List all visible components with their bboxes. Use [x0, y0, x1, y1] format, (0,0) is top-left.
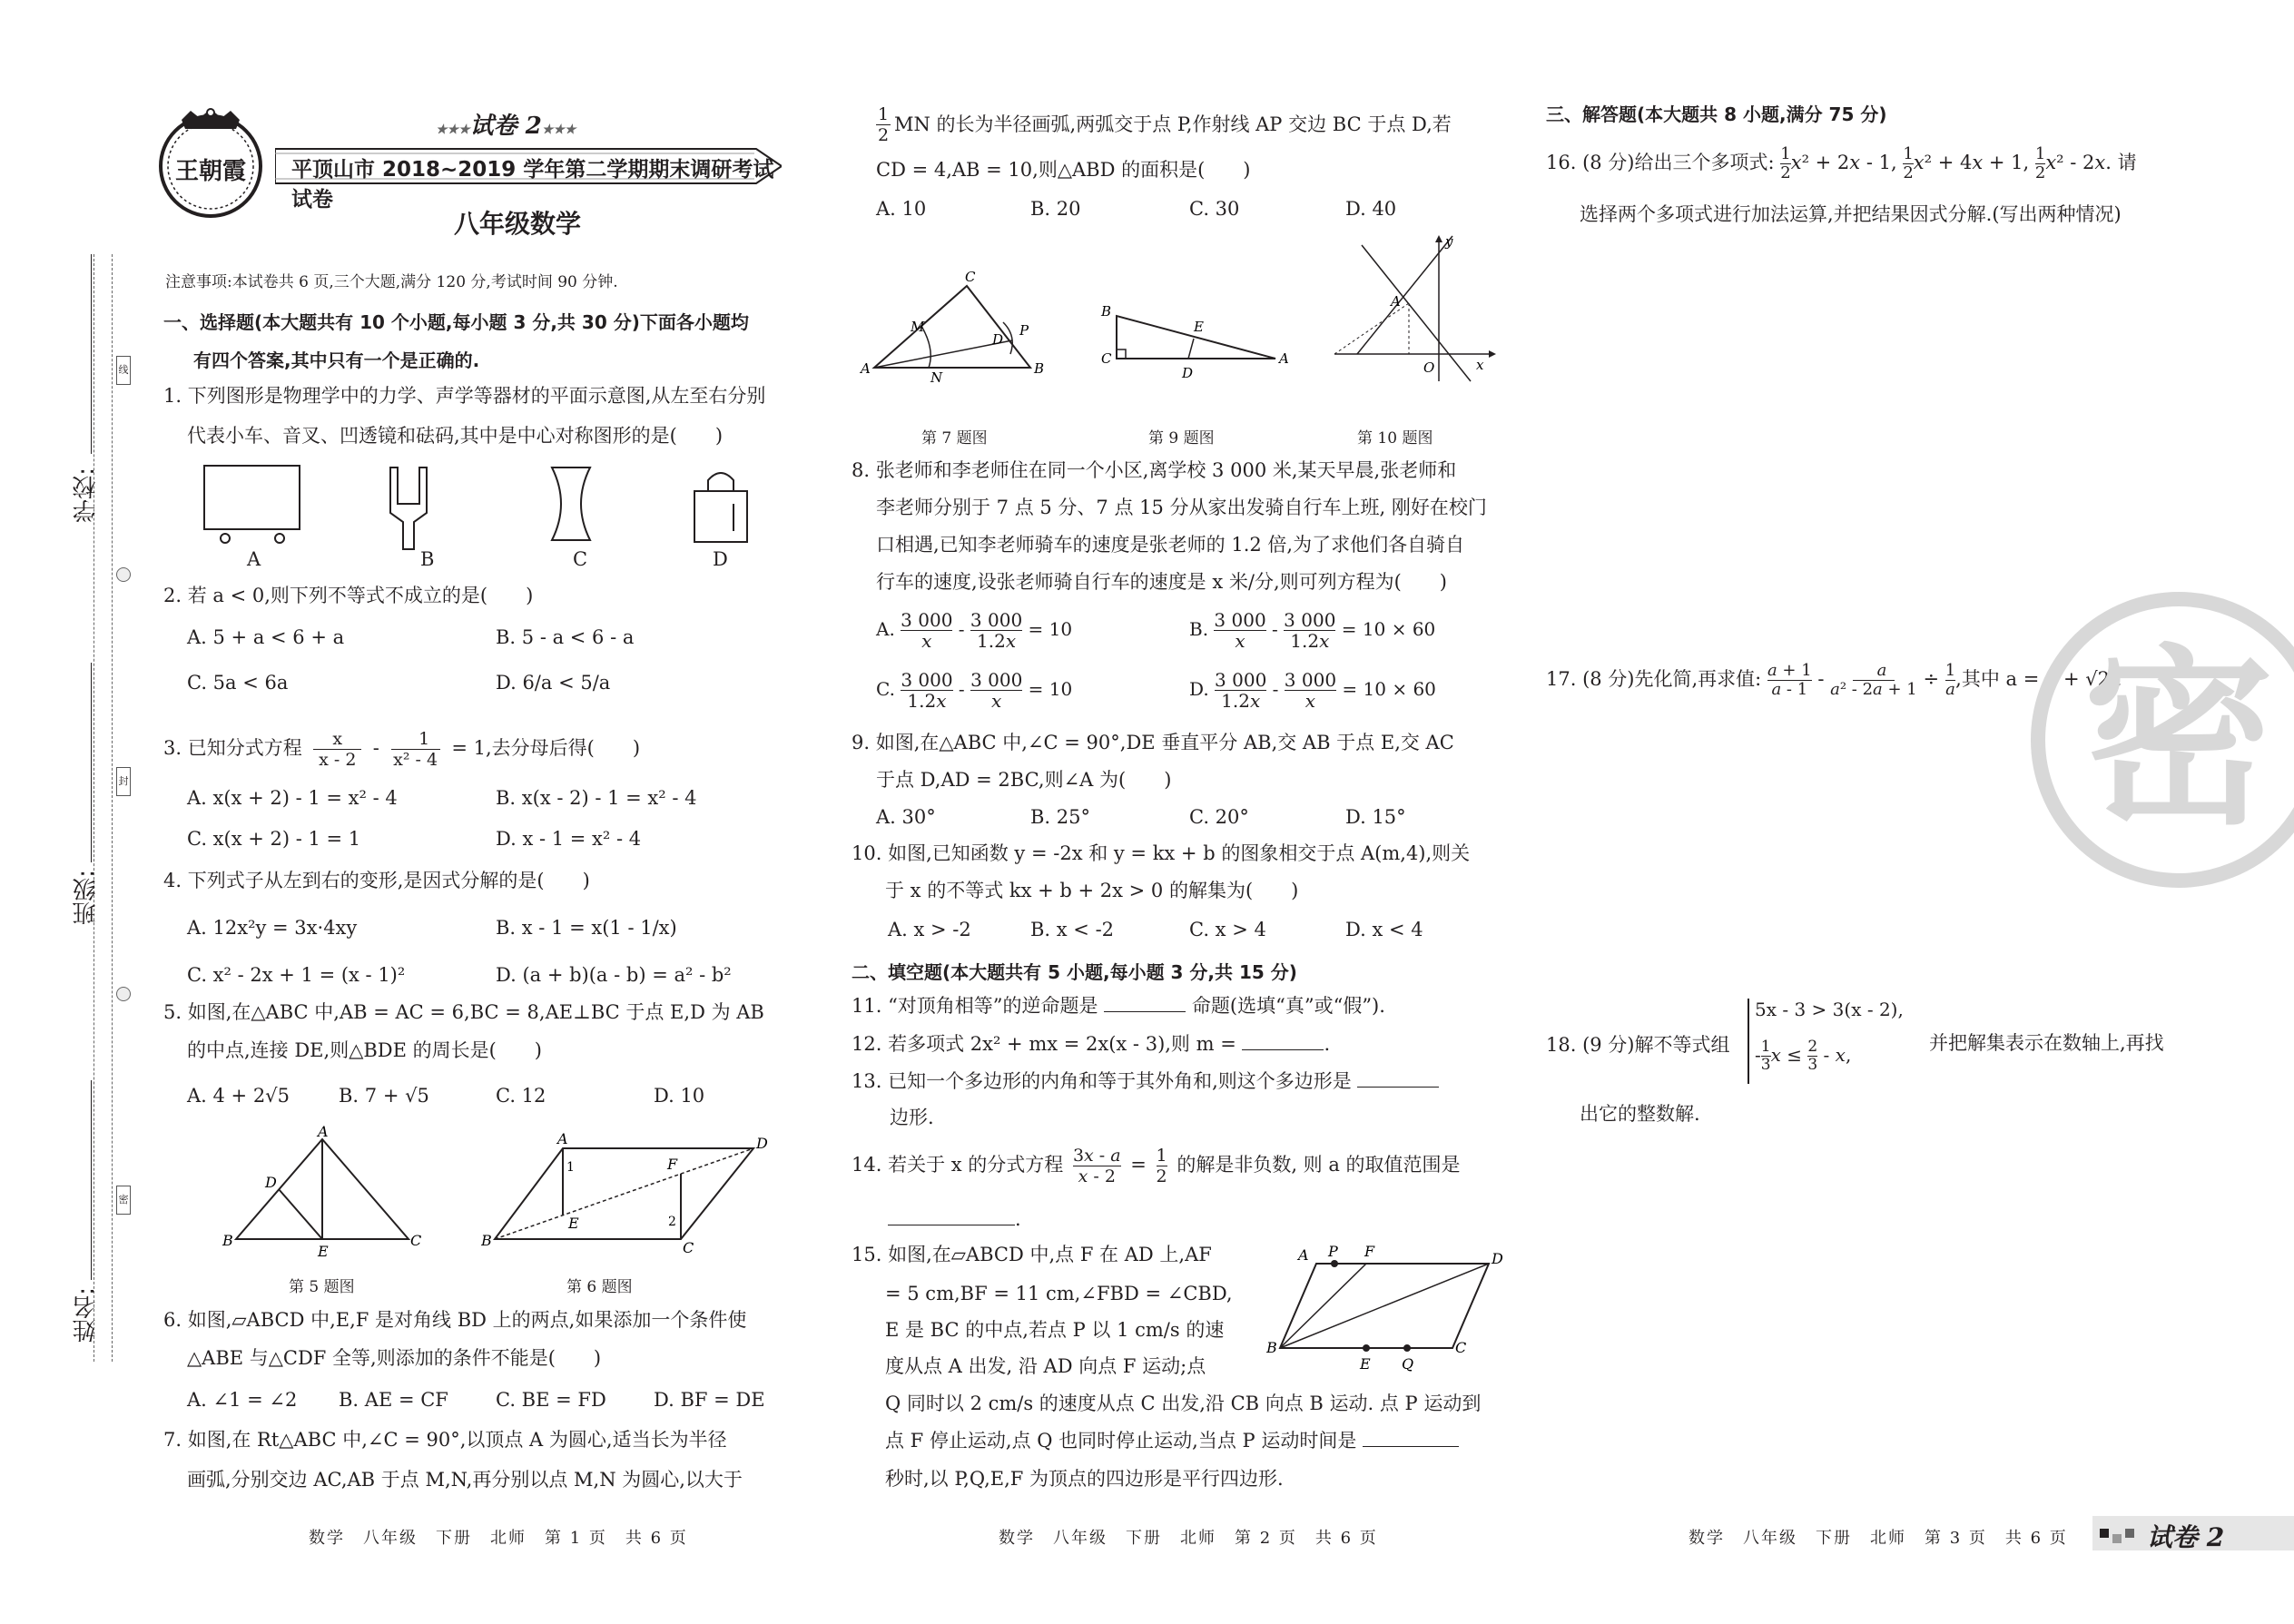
q9-stem: 9. 如图,在△ABC 中,∠C = 90°,DE 垂直平分 AB,交 AB 于点 E,交 AC: [852, 732, 1454, 753]
class-field[interactable]: [91, 663, 92, 862]
q16: 16. (8 分)给出三个多项式: 1 2x² + 2x - 1, 1 2x² + 4x + 1, 1 2x² - 2x. 请: [1546, 144, 2137, 182]
svg-text:1: 1: [566, 1160, 575, 1175]
class-label: 班级:: [73, 870, 100, 925]
svg-text:A: A: [557, 1130, 568, 1147]
q1-stem: 1. 下列图形是物理学中的力学、声学等器材的平面示意图,从左至右分别: [163, 385, 766, 407]
q4-stem: 4. 下列式子从左到右的变形,是因式分解的是( ): [163, 870, 590, 891]
svg-text:B: B: [1266, 1339, 1277, 1356]
q6-stem-2: △ABE 与△CDF 全等,则添加的条件不能是( ): [187, 1347, 602, 1369]
section1-title: 一、选择题(本大题共有 10 个小题,每小题 3 分,共 30 分)下面各小题均: [163, 311, 749, 333]
q5-option-a[interactable]: A. 4 + 2√5: [187, 1085, 290, 1107]
q1-figures: [191, 458, 781, 558]
svg-text:F: F: [667, 1156, 678, 1173]
svg-text:N: N: [930, 369, 943, 386]
q10-stem-2: 于 x 的不等式 kx + b + 2x > 0 的解集为( ): [885, 880, 1299, 901]
exam-title-banner: [275, 145, 782, 212]
figure-q6-caption: 第 6 题图: [566, 1278, 633, 1296]
q15-stem-2: = 5 cm,BF = 11 cm,∠FBD = ∠CBD,: [885, 1283, 1233, 1304]
svg-text:D: D: [1492, 1250, 1503, 1267]
section3-title: 三、解答题(本大题共 8 小题,满分 75 分): [1546, 103, 1887, 125]
q3-fraction-2: 1 x² - 4: [391, 729, 440, 770]
q8-option-a[interactable]: A. $\frac{3 000}{x} - 3$ 000 1.2x = 10: [876, 609, 1073, 652]
svg-text:C: C: [410, 1232, 422, 1249]
q2-option-c[interactable]: C. 5a < 6a: [187, 672, 289, 694]
q15-stem-6: 点 F 停止运动,点 Q 也同时停止运动,当点 P 运动时间是: [885, 1422, 1459, 1460]
svg-text:A: A: [1298, 1246, 1309, 1264]
brand-logo: [154, 107, 268, 221]
footer-page1: 数学 八年级 下册 北师 第 1 页 共 6 页: [309, 1529, 688, 1548]
q2-option-b[interactable]: B. 5 - a < 6 - a: [496, 626, 635, 648]
q15-stem: 15. 如图,在▱ABCD 中,点 F 在 AD 上,AF: [852, 1244, 1212, 1265]
svg-text:D: D: [265, 1174, 277, 1191]
svg-text:2: 2: [668, 1215, 676, 1229]
seal-mark-line: 线: [116, 356, 131, 385]
school-field[interactable]: [91, 254, 92, 454]
svg-text:O: O: [1423, 359, 1435, 376]
svg-text:F: F: [1364, 1244, 1375, 1260]
binding-hole: [116, 567, 131, 582]
q12: 12. 若多项式 2x² + mx = 2x(x - 3),则 m = .: [852, 1033, 1331, 1055]
paper-badge: ★★★试卷 2★★★: [436, 113, 576, 140]
name-label: 姓名:: [73, 1287, 100, 1343]
q10-option-b[interactable]: B. x < -2: [1030, 919, 1115, 940]
q3-option-b[interactable]: B. x(x - 2) - 1 = x² - 4: [496, 787, 697, 809]
svg-text:D: D: [756, 1135, 768, 1152]
q3-option-a[interactable]: A. x(x + 2) - 1 = x² - 4: [187, 787, 398, 809]
q10-option-a[interactable]: A. x > -2: [888, 919, 971, 940]
svg-text:P: P: [1019, 322, 1029, 339]
q6-stem: 6. 如图,▱ABCD 中,E,F 是对角线 BD 上的两点,如果添加一个条件使: [163, 1309, 747, 1331]
svg-text:B: B: [481, 1232, 492, 1249]
figure-q7-caption: 第 7 题图: [921, 429, 988, 448]
q5-option-d[interactable]: D. 10: [654, 1085, 705, 1107]
q10-stem: 10. 如图,已知函数 y = -2x 和 y = kx + b 的图象相交于点 A(m,4),则关: [852, 842, 1471, 864]
q9-option-c[interactable]: C. 20°: [1189, 806, 1249, 828]
q3-stem-post: = 1,去分母后得( ): [451, 737, 641, 759]
svg-text:C: C: [965, 269, 976, 285]
q1-label-b: B: [420, 548, 435, 570]
q3-option-c[interactable]: C. x(x + 2) - 1 = 1: [187, 828, 361, 850]
q7-stem: 7. 如图,在 Rt△ABC 中,∠C = 90°,以顶点 A 为圆心,适当长为半径: [163, 1429, 727, 1451]
q2-option-d[interactable]: D. 6/a < 5/a: [496, 672, 611, 694]
q15-answer-blank[interactable]: [1363, 1446, 1459, 1447]
footer-page2: 数学 八年级 下册 北师 第 2 页 共 6 页: [999, 1529, 1378, 1548]
q1-label-c: C: [573, 548, 588, 570]
svg-text:C: C: [683, 1239, 694, 1256]
q5-option-b[interactable]: B. 7 + √5: [339, 1085, 429, 1107]
q1-label-a: A: [247, 548, 261, 570]
q5-stem-2: 的中点,连接 DE,则△BDE 的周长是( ): [187, 1039, 543, 1061]
q11-answer-blank[interactable]: [1104, 1011, 1186, 1012]
q18-line2: 出它的整数解.: [1580, 1103, 1700, 1125]
seal-mark-secret: 密: [116, 1186, 131, 1215]
q18-post: 并把解集表示在数轴上,再找: [1929, 1032, 2164, 1054]
q8-option-d[interactable]: D. 3 000 $1.2x - \frac{3 000}{x} = 10 \times 60$: [1189, 669, 1436, 712]
q18-system: [1748, 999, 1929, 1086]
q8-option-c[interactable]: C. 3 000 $1.2x - \frac{3 000}{x} = 10$: [876, 669, 1073, 712]
svg-text:B: B: [222, 1232, 233, 1249]
q6-option-c[interactable]: C. BE = FD: [496, 1389, 606, 1411]
figure-q5-caption: 第 5 题图: [289, 1278, 355, 1296]
q7-half-fraction: 1 2: [878, 104, 890, 145]
name-field[interactable]: [91, 1080, 92, 1280]
svg-text:E: E: [318, 1243, 329, 1260]
q13-line2: 边形.: [890, 1107, 934, 1128]
q16-line2: 选择两个多项式进行加法运算,并把结果因式分解.(写出两种情况): [1580, 203, 2122, 225]
q3-option-d[interactable]: D. x - 1 = x² - 4: [496, 828, 642, 850]
q14: 14. 若关于 x 的分式方程 3x - a x - 2 = 1 2 的解是非负数, 则 a 的取值范围是: [852, 1146, 1461, 1186]
q7-option-d[interactable]: D. 40: [1345, 198, 1397, 220]
figure-q9-caption: 第 9 题图: [1148, 429, 1215, 448]
q14-line2: .: [888, 1200, 1021, 1238]
figure-q15: [1266, 1244, 1511, 1380]
q12-answer-blank[interactable]: [1242, 1049, 1324, 1050]
q8-option-b[interactable]: B. $\frac{3 000}{x} - 3$ 000 1.2x = 10 × 60: [1189, 609, 1436, 652]
q11: 11. “对顶角相等”的逆命题是 命题(选填“真”或“假”).: [852, 995, 1385, 1017]
q15-stem-5: Q 同时以 2 cm/s 的速度从点 C 出发,沿 CB 向点 B 运动. 点 P 运动到: [885, 1393, 1482, 1414]
svg-text:C: C: [1455, 1339, 1467, 1356]
svg-text:E: E: [1194, 319, 1204, 335]
q9-option-b[interactable]: B. 25°: [1030, 806, 1091, 828]
svg-text:P: P: [1328, 1244, 1338, 1260]
svg-text:y: y: [1445, 233, 1453, 250]
section1-title-2: 有四个答案,其中只有一个是正确的.: [193, 349, 480, 371]
q4-option-d[interactable]: D. (a + b)(a - b) = a² - b²: [496, 964, 732, 986]
q15-stem-4: 度从点 A 出发, 沿 AD 向点 F 运动;点: [885, 1355, 1206, 1377]
q13-answer-blank[interactable]: [1357, 1087, 1439, 1088]
q6-option-b[interactable]: B. AE = CF: [339, 1389, 448, 1411]
q5-option-c[interactable]: C. 12: [496, 1085, 546, 1107]
q8-stem-2: 李老师分别于 7 点 5 分、7 点 15 分从家出发骑自行车上班, 刚好在校门: [876, 497, 1487, 518]
q8-stem: 8. 张老师和李老师住在同一个小区,离学校 3 000 米,某天早晨,张老师和: [852, 459, 1457, 481]
q8-stem-3: 口相遇,已知李老师骑车的速度是张老师的 1.2 倍,为了求他们各自骑自: [876, 534, 1465, 556]
q13: 13. 已知一个多边形的内角和等于其外角和,则这个多边形是: [852, 1062, 1439, 1100]
q1-stem-2: 代表小车、音叉、凹透镜和砝码,其中是中心对称图形的是( ): [187, 425, 724, 447]
q7-stem-3: MN 的长为半径画弧,两弧交于点 P,作射线 AP 交边 BC 于点 D,若: [894, 113, 1452, 135]
q4-option-c[interactable]: C. x² - 2x + 1 = (x - 1)²: [187, 964, 406, 986]
footer-page3: 数学 八年级 下册 北师 第 3 页 共 6 页: [1689, 1529, 2068, 1548]
q3-fraction: x x - 2: [313, 729, 361, 770]
footer-badge: 试卷 2: [2092, 1516, 2294, 1550]
svg-text:E: E: [568, 1215, 579, 1232]
binding-margin: [0, 0, 145, 1624]
svg-text:M: M: [911, 319, 925, 335]
q7-stem-4: CD = 4,AB = 10,则△ABD 的面积是( ): [876, 159, 1251, 181]
q7-option-b[interactable]: B. 20: [1030, 198, 1081, 220]
q10-option-c[interactable]: C. x > 4: [1189, 919, 1266, 940]
q10-option-d[interactable]: D. x < 4: [1345, 919, 1423, 940]
svg-text:A: A: [318, 1126, 329, 1140]
svg-text:B: B: [1034, 360, 1045, 377]
q5-stem: 5. 如图,在△ABC 中,AB = AC = 6,BC = 8,AE⊥BC 于点 E,D 为 AB: [163, 1001, 764, 1023]
svg-text:A: A: [861, 360, 871, 377]
svg-text:D: D: [1182, 365, 1194, 381]
binding-hole: [116, 987, 131, 1001]
figure-q10-caption: 第 10 题图: [1357, 429, 1433, 448]
svg-text:A: A: [1391, 293, 1401, 310]
exam-title: 平顶山市 2018~2019 学年第二学期期末调研考试试卷: [291, 158, 774, 212]
q18: 18. (9 分)解不等式组: [1546, 1034, 1730, 1056]
figure-q10: [1325, 231, 1507, 386]
svg-text:x: x: [1476, 357, 1484, 373]
q15-stem-7: 秒时,以 P,Q,E,F 为顶点的四边形是平行四边形.: [885, 1468, 1284, 1490]
q4-option-a[interactable]: A. 12x²y = 3x·4xy: [187, 917, 358, 939]
q7-option-c[interactable]: C. 30: [1189, 198, 1240, 220]
subject-title: 八年级数学: [454, 209, 582, 239]
school-label: 学校:: [73, 468, 100, 523]
q3-stem-pre: 3. 已知分式方程: [163, 737, 302, 759]
q7-stem-2: 画弧,分别交边 AC,AB 于点 M,N,再分别以点 M,N 为圆心,以大于: [187, 1469, 743, 1491]
svg-text:B: B: [1101, 303, 1112, 320]
svg-text:D: D: [992, 331, 1004, 348]
q17: 17. (8 分)先化简,再求值: a + 1 a - 1 - a $a^2 - 2a + 1 \div \frac{1}{a}$,其中 a = 1 + √2 .: [1546, 661, 2122, 699]
q4-option-b[interactable]: B. x - 1 = x(1 - 1/x): [496, 917, 677, 939]
svg-text:Q: Q: [1402, 1355, 1414, 1373]
notice: 注意事项:本试卷共 6 页,三个大题,满分 120 分,考试时间 90 分钟.: [165, 273, 618, 291]
q18-inequality-2: -1 3x ≤ 2 3 - x,: [1755, 1038, 1852, 1074]
q8-stem-4: 行车的速度,设张老师骑自行车的速度是 x 米/分,则可列方程为( ): [876, 571, 1448, 593]
q6-option-a[interactable]: A. ∠1 = ∠2: [187, 1389, 298, 1411]
brand-name: 王朝霞: [174, 158, 246, 185]
section2-title: 二、填空题(本大题共有 5 小题,每小题 3 分,共 15 分): [852, 961, 1297, 983]
q2-stem: 2. 若 a < 0,则下列不等式不成立的是( ): [163, 585, 534, 606]
seal-mark-seal: 封: [116, 767, 131, 796]
svg-text:A: A: [1279, 350, 1289, 367]
svg-text:E: E: [1360, 1355, 1371, 1373]
q7-option-a[interactable]: A. 10: [876, 198, 927, 220]
figure-q7: [858, 268, 1058, 386]
q6-option-d[interactable]: D. BF = DE: [654, 1389, 765, 1411]
q1-label-d: D: [713, 548, 728, 570]
q2-option-a[interactable]: A. 5 + a < 6 + a: [187, 626, 345, 648]
secret-watermark: 密: [2029, 590, 2294, 890]
figure-q6: [481, 1126, 772, 1262]
figure-q5: [218, 1126, 427, 1262]
figure-q9: [1094, 300, 1303, 381]
q18-inequality-1: 5x - 3 > 3(x - 2),: [1755, 999, 1904, 1020]
q3-stem: 3. 已知分式方程 x x - 2 - 1 x² - 4 = 1,去分母后得( ): [163, 729, 641, 770]
q9-option-a[interactable]: A. 30°: [876, 806, 936, 828]
q9-stem-2: 于点 D,AD = 2BC,则∠A 为( ): [876, 769, 1172, 791]
q15-stem-3: E 是 BC 的中点,若点 P 以 1 cm/s 的速: [885, 1319, 1225, 1341]
svg-text:C: C: [1101, 350, 1112, 367]
q9-option-d[interactable]: D. 15°: [1345, 806, 1406, 828]
